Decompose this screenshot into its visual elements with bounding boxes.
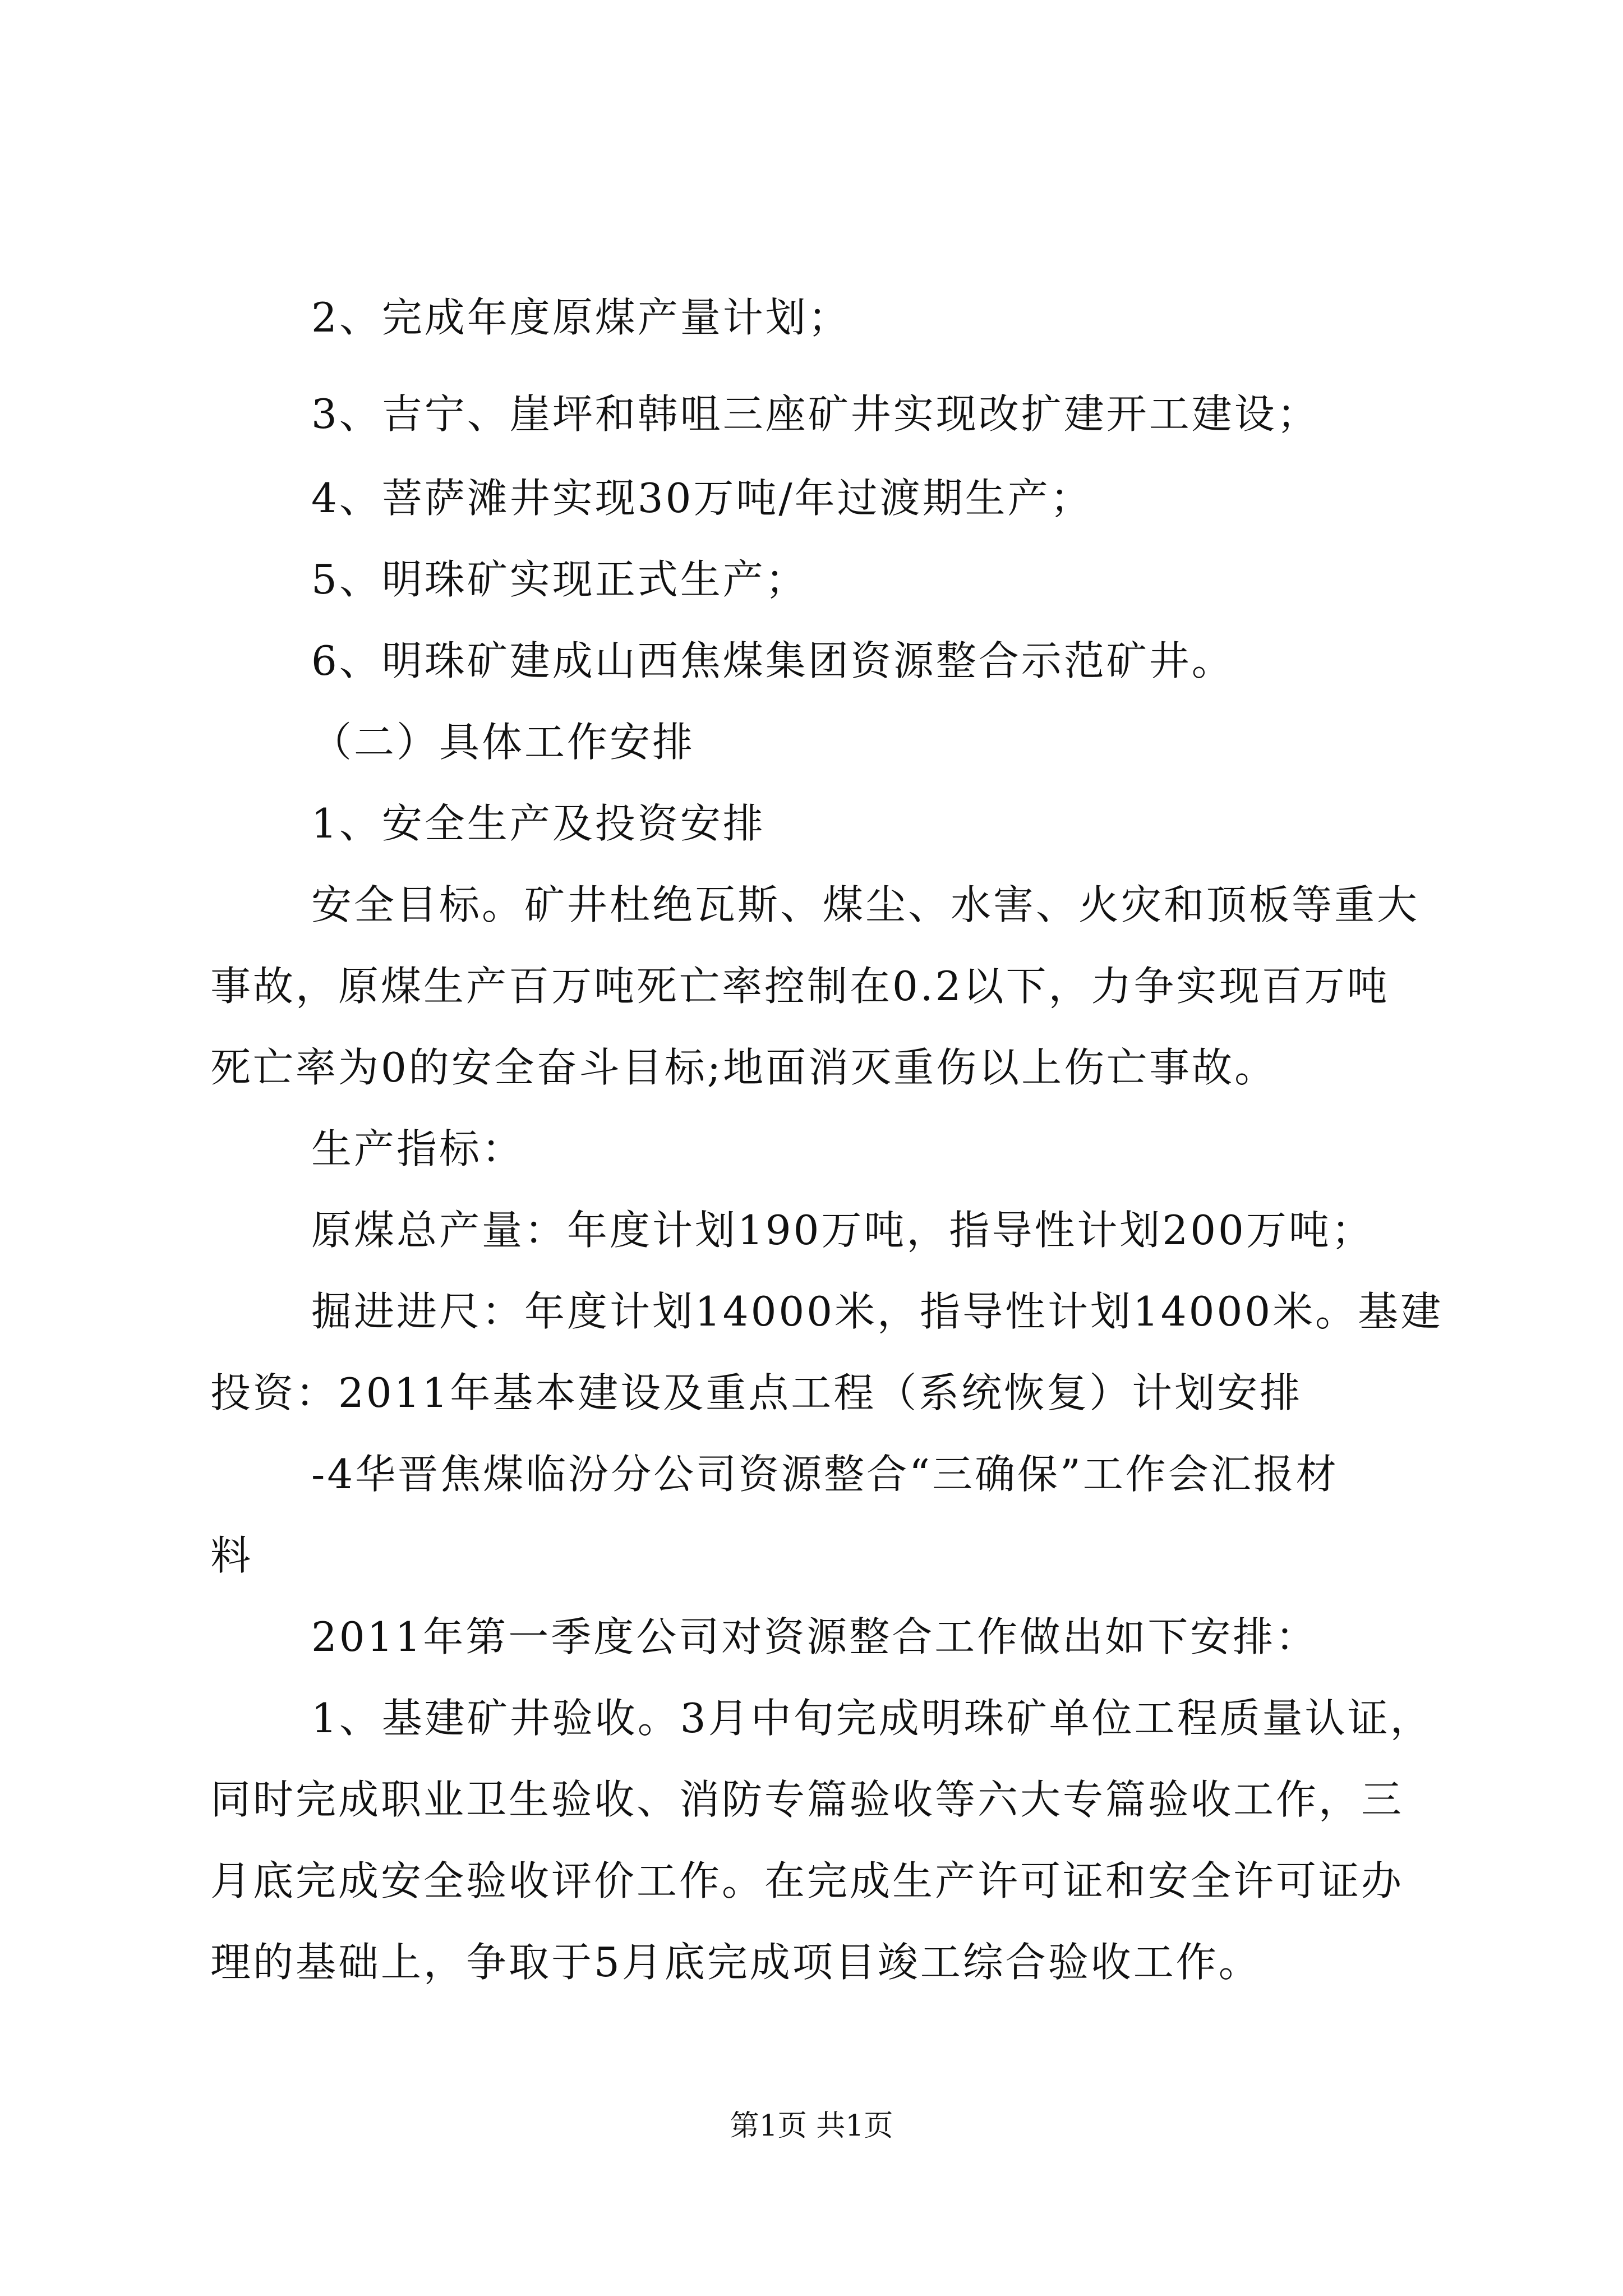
paragraph-line: 2011年第一季度公司对资源整合工作做出如下安排： bbox=[311, 1613, 1318, 1660]
list-item-5: 5、明珠矿实现正式生产； bbox=[311, 556, 808, 603]
paragraph-line: 原煤总产量：年度计划190万吨，指导性计划200万吨； bbox=[311, 1207, 1374, 1254]
list-item-2: 2、完成年度原煤产量计划； bbox=[311, 294, 851, 341]
list-item-4: 4、菩萨滩井实现30万吨/年过渡期生产； bbox=[311, 475, 1093, 522]
paragraph-line: 掘进进尺：年度计划14000米，指导性计划14000米。基建 bbox=[311, 1288, 1444, 1335]
paragraph-line: 月底完成安全验收评价工作。在完成生产许可证和安全许可证办 bbox=[210, 1857, 1404, 1904]
subsection-heading: 1、安全生产及投资安排 bbox=[311, 800, 766, 847]
list-item-6: 6、明珠矿建成山西焦煤集团资源整合示范矿井。 bbox=[311, 637, 1234, 684]
paragraph-line: 安全目标。矿井杜绝瓦斯、煤尘、水害、火灾和顶板等重大 bbox=[311, 881, 1420, 928]
paragraph-line: 1、基建矿井验收。3月中旬完成明珠矿单位工程质量认证， bbox=[311, 1695, 1433, 1742]
page-number-footer: 第1页 共1页 bbox=[730, 2109, 893, 2143]
paragraph-line: 事故，原煤生产百万吨死亡率控制在0.2以下，力争实现百万吨 bbox=[210, 963, 1390, 1010]
list-item-3: 3、吉宁、崖坪和韩咀三座矿井实现改扩建开工建设； bbox=[311, 390, 1320, 438]
paragraph-line: 料 bbox=[210, 1532, 253, 1579]
paragraph-line: 同时完成职业卫生验收、消防专篇验收等六大专篇验收工作，三 bbox=[210, 1776, 1404, 1823]
section-heading: （二）具体工作安排 bbox=[311, 719, 695, 766]
paragraph-line: 死亡率为0的安全奋斗目标;地面消灭重伤以上伤亡事故。 bbox=[210, 1044, 1278, 1091]
paragraph-line: 理的基础上，争取于5月底完成项目竣工综合验收工作。 bbox=[210, 1939, 1261, 1986]
paragraph-line: -4华晋焦煤临汾分公司资源整合“三确保”工作会汇报材 bbox=[311, 1451, 1339, 1498]
paragraph-line: 生产指标： bbox=[311, 1125, 525, 1172]
paragraph-line: 投资：2011年基本建设及重点工程（系统恢复）计划安排 bbox=[210, 1369, 1303, 1416]
